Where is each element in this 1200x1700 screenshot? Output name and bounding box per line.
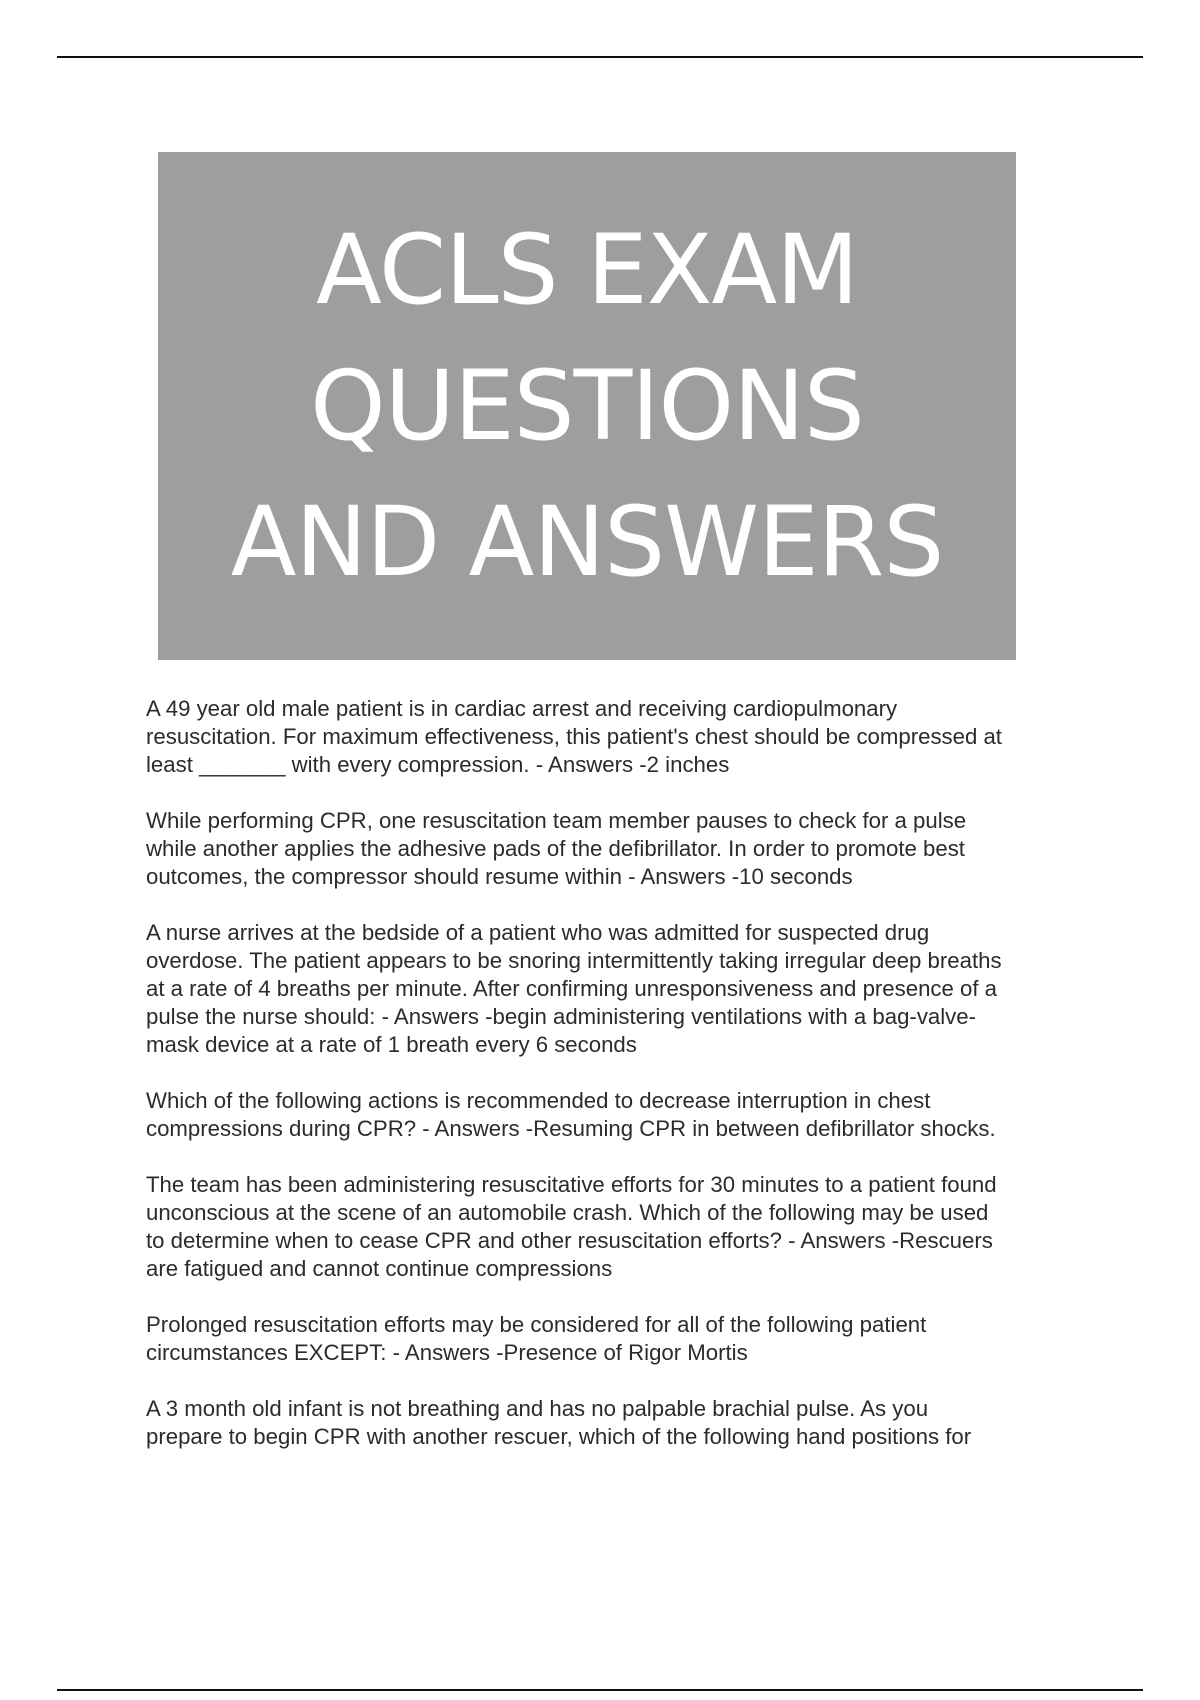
qa-item: Prolonged resuscitation efforts may be considered for all of the following patient circumstances EXCEPT: - Answers -Presence of Rigor Mortis (146, 1312, 927, 1365)
title-line-3: AND ANSWERS (230, 486, 944, 598)
qa-item: A nurse arrives at the bedside of a patient who was admitted for suspected drug overdose. The patient appears to be snoring intermittently taking irregular deep breaths at a rate of 4 breaths per minute. After confirming unresponsiveness and presence of a pulse the nurse should: - Answers -begin administering ventilations with a bag-valve- mask device at a rate of 1 breath every 6 seconds (146, 920, 1002, 1057)
qa-item: The team has been administering resuscitative efforts for 30 minutes to a patient found unconscious at the scene of an automobile crash. Which of the following may be used to determine when to cease CPR and other resuscitation efforts? - Answers -Rescuers are fatigued and cannot continue compressions (146, 1172, 997, 1281)
title-line-2: QUESTIONS (310, 350, 864, 462)
bottom-rule (57, 1689, 1143, 1691)
question-answer-list (146, 695, 1086, 1479)
qa-item: While performing CPR, one resuscitation team member pauses to check for a pulse while another applies the adhesive pads of the defibrillator. In order to promote best outcomes, the compressor should resume within - Answers -10 seconds (146, 808, 967, 889)
qa-item: A 3 month old infant is not breathing and has no palpable brachial pulse. As you prepare to begin CPR with another rescuer, which of the following hand positions for (146, 1396, 972, 1449)
top-rule (57, 56, 1143, 58)
qa-item: Which of the following actions is recommended to decrease interruption in chest compressions during CPR? - Answers -Resuming CPR in between defibrillator shocks. (146, 1088, 996, 1141)
title-line-1: ACLS EXAM (316, 214, 858, 326)
title-banner (158, 152, 1016, 660)
qa-item: A 49 year old male patient is in cardiac arrest and receiving cardiopulmonary resuscitation. For maximum effectiveness, this patient's chest should be compressed at least _______ with every compression. - Answers -2 inches (146, 696, 1002, 777)
